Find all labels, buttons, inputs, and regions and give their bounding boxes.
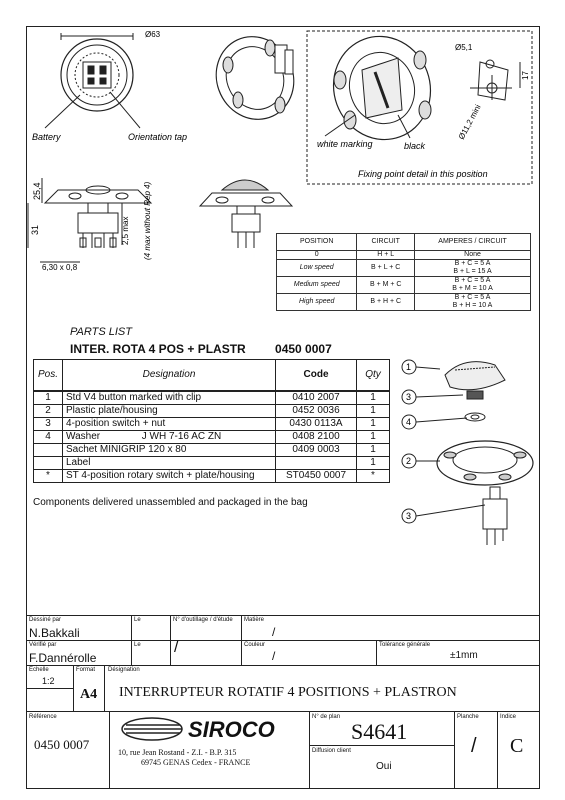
address-line-1: 10, rue Jean Rostand - Z.I. - B.P. 315 <box>118 748 237 757</box>
reference-label: Référence <box>29 714 57 720</box>
pos-cell: Low speed <box>277 260 357 277</box>
table-row <box>277 294 531 311</box>
date-label-1: Le <box>134 617 141 623</box>
diffusion-value: Oui <box>376 761 392 772</box>
dim-112-mini: Ø11,2 mini <box>456 103 483 141</box>
circuit-cell: B + M + C <box>357 277 415 294</box>
sheet-value: / <box>471 735 477 757</box>
tooling-value: / <box>174 639 179 656</box>
material-value: / <box>272 625 276 639</box>
row-designation: 4-position switch + nut <box>63 418 276 431</box>
format-label: Format <box>76 667 96 673</box>
circuit-cell: H + L <box>357 251 415 260</box>
parts-list-title: PARTS LIST <box>70 326 132 338</box>
exploded-view <box>395 355 540 580</box>
table-row <box>34 405 390 418</box>
amperes-cell: B + C = 5 A B + H = 10 A <box>415 294 531 311</box>
header-code: Code <box>276 360 357 392</box>
checked-by-label: Vérifié par <box>29 642 57 648</box>
sheet-label: Planche <box>457 714 479 720</box>
address-line-2: 69745 GENAS Cedex - FRANCE <box>141 758 251 767</box>
table-row <box>277 277 531 294</box>
row-qty: 1 <box>357 431 390 444</box>
row-code: 0409 0003 <box>276 444 357 457</box>
pos-header-circuit: CIRCUIT <box>357 234 415 251</box>
header-pos: Pos. <box>34 360 63 392</box>
title-block <box>26 615 540 789</box>
row-designation: ST 4-position rotary switch + plate/housing <box>63 470 276 483</box>
dim-4-max: (4 max without Rep 4) <box>143 181 152 260</box>
callout-1: 1 <box>406 362 412 372</box>
row-pos <box>34 457 63 470</box>
label-black: black <box>404 141 426 151</box>
dim-17: 17 <box>521 71 530 80</box>
dim-fixing-diameter: Ø5,1 <box>455 43 473 52</box>
logo-text: SIROCO <box>188 717 275 742</box>
label-orientation-tap: Orientation tap <box>128 132 188 142</box>
scale-value: 1:2 <box>42 676 55 686</box>
pos-header-position: POSITION <box>277 234 357 251</box>
row-pos: 2 <box>34 405 63 418</box>
table-row <box>34 444 390 457</box>
dim-31: 31 <box>30 224 40 235</box>
amperes-cell: B + C = 5 A B + L = 15 A <box>415 260 531 277</box>
color-label: Couleur <box>244 642 266 648</box>
parts-list-subtitle <box>70 342 332 356</box>
pos-cell: High speed <box>277 294 357 311</box>
table-row <box>34 418 390 431</box>
row-pos: 3 <box>34 418 63 431</box>
row-qty: 1 <box>357 391 390 405</box>
tolerance-label: Tolérance générale <box>379 642 431 648</box>
material-label: Matière <box>244 617 265 623</box>
parts-number: 0450 0007 <box>275 342 332 356</box>
callout-3b: 3 <box>406 511 412 521</box>
row-qty: 1 <box>357 444 390 457</box>
row-code: 0408 2100 <box>276 431 357 444</box>
parts-subtitle-text: INTER. ROTA 4 POS + PLASTR <box>70 342 246 356</box>
table-row <box>34 391 390 405</box>
row-qty: 1 <box>357 405 390 418</box>
position-table <box>276 233 531 311</box>
isometric-plate <box>203 24 307 132</box>
table-row <box>277 260 531 277</box>
row-qty: 1 <box>357 457 390 470</box>
row-code: 0452 0036 <box>276 405 357 418</box>
amperes-cell: None <box>415 251 531 260</box>
row-designation: Sachet MINIGRIP 120 x 80 <box>63 444 276 457</box>
row-code <box>276 457 357 470</box>
row-qty: * <box>357 470 390 483</box>
row-code: ST0450 0007 <box>276 470 357 483</box>
dim-25-4: 25,4 <box>32 182 42 200</box>
callout-4: 4 <box>406 417 412 427</box>
table-row <box>34 470 390 483</box>
label-fixing-detail: Fixing point detail in this position <box>358 169 488 179</box>
dim-2-5-max: 2,5 max <box>121 216 130 245</box>
label-battery: Battery <box>32 132 61 142</box>
index-label: Indice <box>500 714 517 720</box>
index-value: C <box>510 735 524 757</box>
checked-by: F.Dannérolle <box>29 651 97 665</box>
tolerance-value: ±1mm <box>450 650 478 661</box>
packaging-note: Components delivered unassembled and packaged in the bag <box>33 497 308 508</box>
table-row <box>34 431 390 444</box>
amperes-cell: B + C = 5 A B + M = 10 A <box>415 277 531 294</box>
scale-label: Echelle <box>29 667 49 673</box>
format-value: A4 <box>80 687 98 702</box>
date-label-2: Le <box>134 642 141 648</box>
pos-cell: Medium speed <box>277 277 357 294</box>
callout-2: 2 <box>406 456 412 466</box>
designation-label: Désignation <box>108 667 140 673</box>
row-code: 0430 0113A <box>276 418 357 431</box>
row-qty: 1 <box>357 418 390 431</box>
tooling-label: N° d'outillage / d'étude <box>173 617 233 623</box>
label-white-marking: white marking <box>317 139 373 149</box>
table-row <box>277 251 531 260</box>
color-value: / <box>272 649 276 663</box>
dim-6-30: 6,30 x 0,8 <box>42 263 78 272</box>
pos-header-amperes: AMPERES / CIRCUIT <box>415 234 531 251</box>
callout-3: 3 <box>406 392 412 402</box>
row-pos: 1 <box>34 391 63 405</box>
row-designation: Plastic plate/housing <box>63 405 276 418</box>
dim-diameter-63: Ø63 <box>145 30 161 39</box>
circuit-cell: B + H + C <box>357 294 415 311</box>
header-designation: Designation <box>63 360 276 392</box>
row-designation: Std V4 button marked with clip <box>63 391 276 405</box>
plan-value: S4641 <box>351 719 408 744</box>
plan-label: N° de plan <box>312 714 341 720</box>
row-designation: Washer J WH 7-16 AC ZN <box>63 431 276 444</box>
diffusion-label: Diffusion client <box>312 748 351 754</box>
pos-cell: 0 <box>277 251 357 260</box>
siroco-logo <box>114 715 304 745</box>
reference-value: 0450 0007 <box>34 737 90 752</box>
drawn-by-label: Dessiné par <box>29 617 62 623</box>
row-pos: * <box>34 470 63 483</box>
row-code: 0410 2007 <box>276 391 357 405</box>
row-pos: 4 <box>34 431 63 444</box>
fixing-detail <box>319 23 520 154</box>
drawn-by: N.Bakkali <box>29 626 80 640</box>
table-row <box>34 457 390 470</box>
row-designation: Label <box>63 457 276 470</box>
top-view <box>45 33 140 128</box>
circuit-cell: B + L + C <box>357 260 415 277</box>
parts-table <box>33 359 390 483</box>
header-qty: Qty <box>357 360 390 392</box>
side-view-left <box>28 178 151 262</box>
row-pos <box>34 444 63 457</box>
designation-value: INTERRUPTEUR ROTATIF 4 POSITIONS + PLASTRON <box>119 685 457 700</box>
